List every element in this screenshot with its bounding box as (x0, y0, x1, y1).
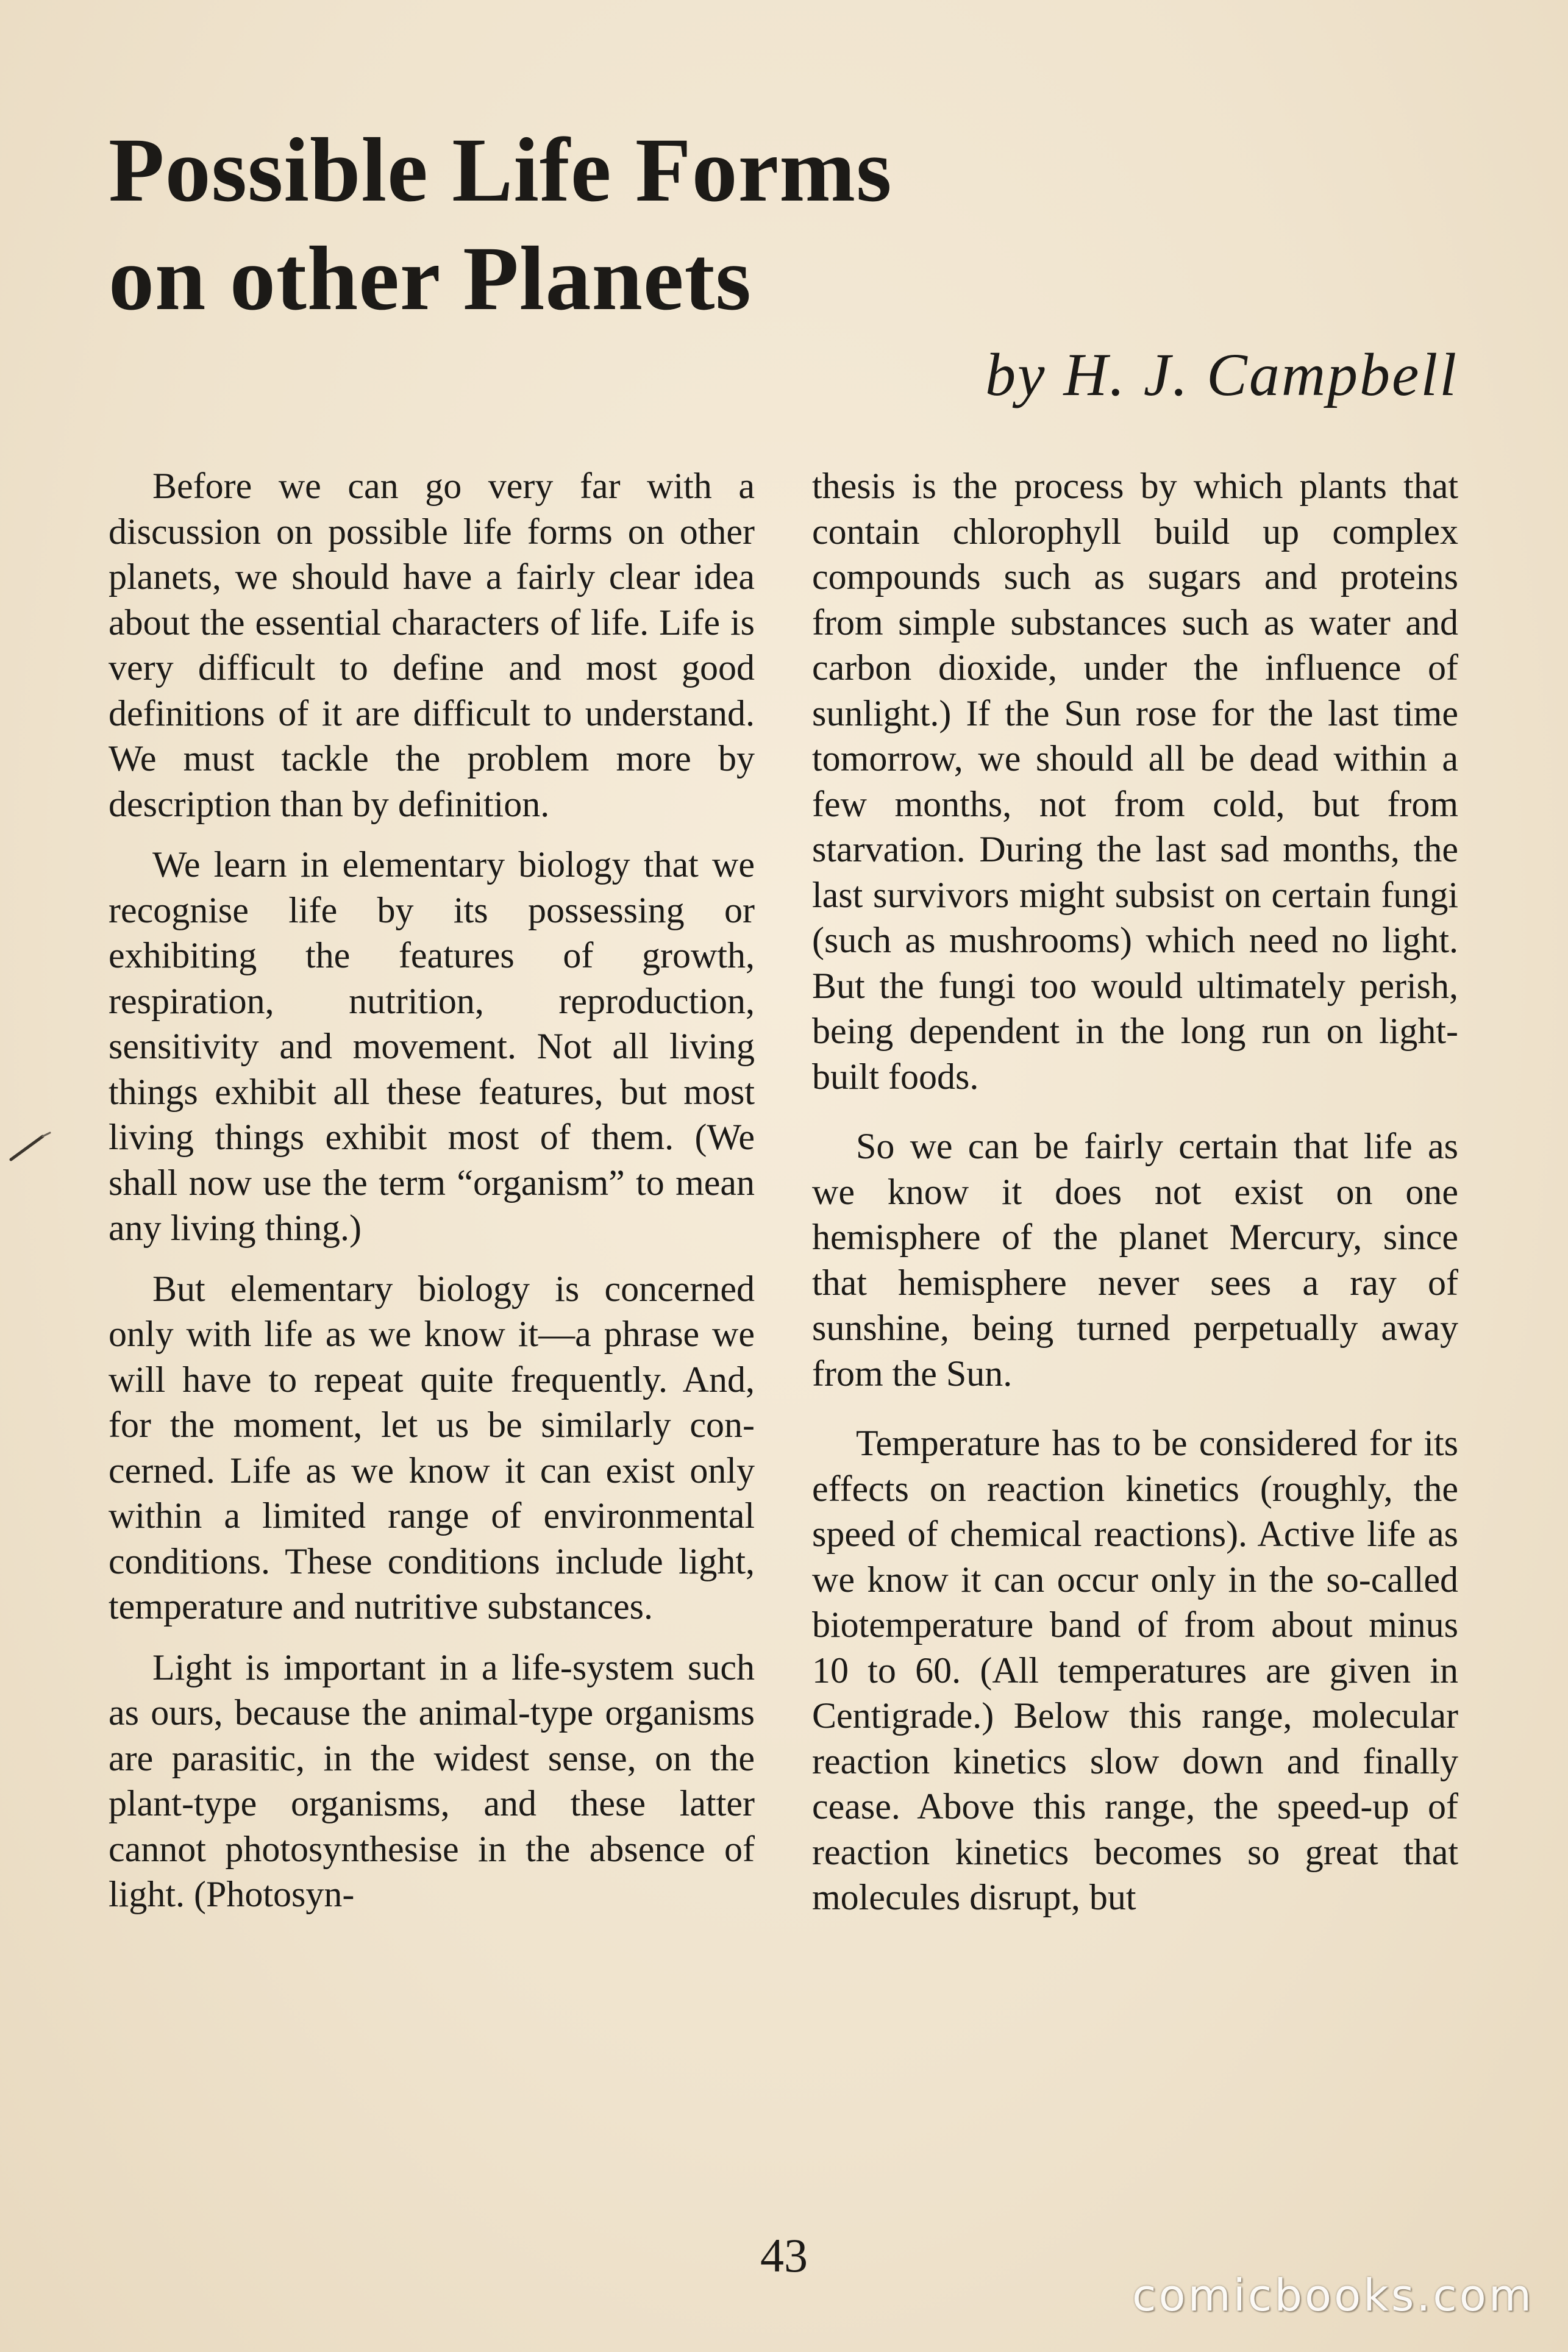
title-line-2: on other Planets (109, 228, 752, 329)
article-title (109, 116, 1023, 333)
paragraph-7: Temperature has to be considered for its effects on reaction kinetics (roughly, the speed of chemical reactions). Active life as we know it can occur only in the so-called biotemperature band of from about minus 10 to 60. (All temperatures are given in Centigrade.) Below this range, molecular reaction kinetics slow down and finally cease. Above this range, the speed-up of reaction kinetics becomes so great that molecules disrupt, but (812, 1423, 1458, 1917)
watermark: comicbooks.com (1131, 2270, 1534, 2321)
paragraph-3: But elementary biology is concerned only with life as we know it—a phrase we will have to repeat quite frequently. And, for the moment, let us be similarly concerned. Life as we know it can exist only within a limited range of environmental conditions. These conditions include light, temperature and nutritive substances. (109, 1268, 755, 1627)
author-byline: by H. J. Campbell (985, 341, 1458, 408)
page-number: 43 (760, 2229, 808, 2282)
pencil-mark-icon (6, 1128, 55, 1164)
paragraph-5: thesis is the process by which plants that contain chlorophyll build up complex compounds such as sugars and proteins from simple substances such as water and carbon dioxide, under the influence of sunlight.) If the Sun rose for the last time tomorrow, we should all be dead within a few months, not from cold, but from starvation. During the last sad months, the last survivors might subsist on certain fungi (such as mushrooms) which need no light. But the fungi too would ultimately perish, being dependent in the long run on light-built foods. (812, 466, 1458, 1097)
paragraph-4: Light is important in a life-system such as ours, because the animal-type organisms are parasitic, in the widest sense, on the plant-type organisms, and these latter cannot photosynthesise in the absence of light. (Photosyn- (109, 1647, 755, 1914)
left-column (109, 463, 755, 1933)
paragraph-1: Before we can go very far with a discussion on possible life forms on other planets, we should have a fairly clear idea about the essential characters of life. Life is very difficult to define and most good definitions of it are difficult to understand. We must tackle the problem more by description than by definition. (109, 466, 755, 824)
paragraph-2: We learn in elementary biology that we recognise life by its possessing or exhibiting the features of growth, respiration, nutrition, reproduction, sensitivity and movement. Not all living things exhibit all these features, but most living things exhibit most of them. (We shall now use the term “organism” to mean any living thing.) (109, 844, 755, 1248)
title-line-1: Possible Life Forms (109, 119, 893, 221)
right-column (812, 463, 1458, 1936)
paragraph-6: So we can be fairly certain that life as we know it does not exist on one hemisphere of the planet Mercury, since that hemisphere never sees a ray of sunshine, being turned perpetually away from the Sun. (812, 1126, 1458, 1394)
